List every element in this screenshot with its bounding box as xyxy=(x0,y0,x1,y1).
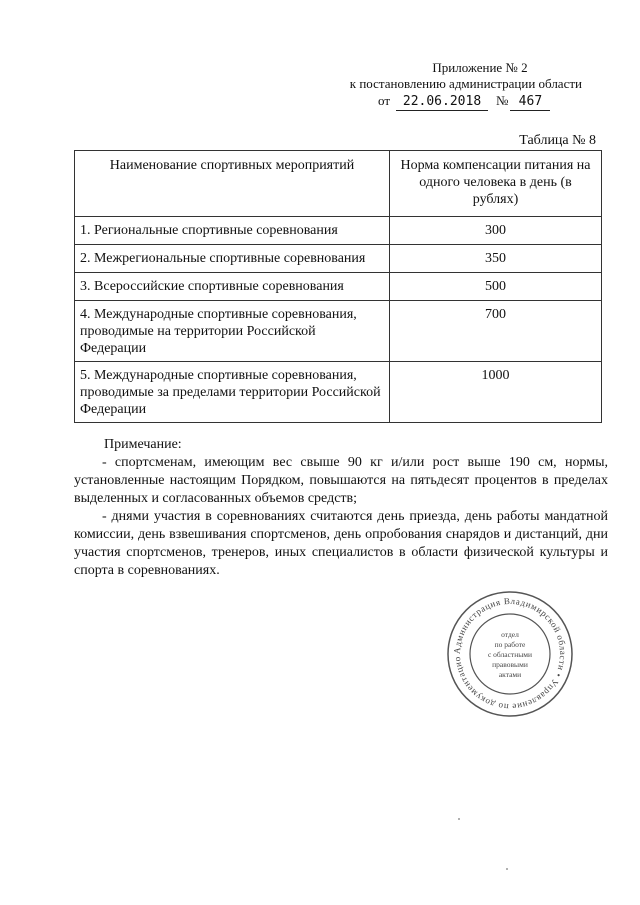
event-name-cell: 3. Всероссийские спортивные соревнования xyxy=(75,273,390,301)
stamp-seal-graphic xyxy=(446,590,574,718)
table-row xyxy=(75,362,602,423)
appendix-title: Приложение № 2 xyxy=(432,60,528,75)
number-label: № xyxy=(496,93,509,108)
scan-speck xyxy=(506,868,508,870)
note-paragraph: - днями участия в соревнованиях считаются день приезда, день работы мандатной комиссии, день взвешивания спортсменов, день опробования снарядов и дистанций, дни участия спортсменов, тренеров, иных специалистов в области физической культуры и спорта в соревнованиях. xyxy=(74,509,608,578)
scan-speck xyxy=(458,818,460,820)
norm-value-cell: 1000 xyxy=(390,362,602,423)
resolution-number: 467 xyxy=(510,94,550,111)
svg-text:актами: актами xyxy=(498,670,522,679)
table-row xyxy=(75,245,602,273)
table-row xyxy=(75,301,602,362)
event-name-cell: 5. Международные спортивные соревнования, проводимые за пределами территории Российской Федерации xyxy=(75,362,390,423)
event-name-cell: 4. Международные спортивные соревнования, проводимые на территории Российской Федерации xyxy=(75,301,390,362)
notes-title: Примечание: xyxy=(104,437,182,452)
official-stamp xyxy=(446,590,574,718)
appendix-header xyxy=(330,60,590,111)
svg-text:по работе: по работе xyxy=(494,640,526,649)
stamp-ring-text: Администрация Владимирской области • Управление по документацио xyxy=(451,595,569,713)
event-name-cell: 1. Региональные спортивные соревнования xyxy=(75,217,390,245)
event-name-cell: 2. Межрегиональные спортивные соревнования xyxy=(75,245,390,273)
column-header-norm: Норма компенсации питания на одного человека в день (в рублях) xyxy=(390,151,602,217)
norm-value-cell: 700 xyxy=(390,301,602,362)
svg-text:с областными: с областными xyxy=(487,650,533,659)
appendix-reference: к постановлению администрации области xyxy=(349,76,582,91)
from-label: от xyxy=(378,93,391,108)
appendix-date-line xyxy=(378,93,590,111)
column-header-event: Наименование спортивных мероприятий xyxy=(75,151,390,217)
table-header-row xyxy=(75,151,602,217)
svg-text:отдел: отдел xyxy=(501,630,519,639)
table-title: Таблица № 8 xyxy=(519,133,596,148)
compensation-table xyxy=(74,150,602,423)
svg-text:правовыми: правовыми xyxy=(492,660,528,669)
stamp-center-text xyxy=(488,630,532,679)
norm-value-cell: 500 xyxy=(390,273,602,301)
resolution-date: 22.06.2018 xyxy=(396,94,488,111)
table-row xyxy=(75,273,602,301)
norm-value-cell: 350 xyxy=(390,245,602,273)
notes-section xyxy=(74,436,608,580)
table-row xyxy=(75,217,602,245)
norm-value-cell: 300 xyxy=(390,217,602,245)
note-paragraph: - спортсменам, имеющим вес свыше 90 кг и/или рост выше 190 см, нормы, установленные настоящим Порядком, повышаются на пятьдесят процентов в пределах выделенных и согласованных объемов средств; xyxy=(74,455,608,506)
